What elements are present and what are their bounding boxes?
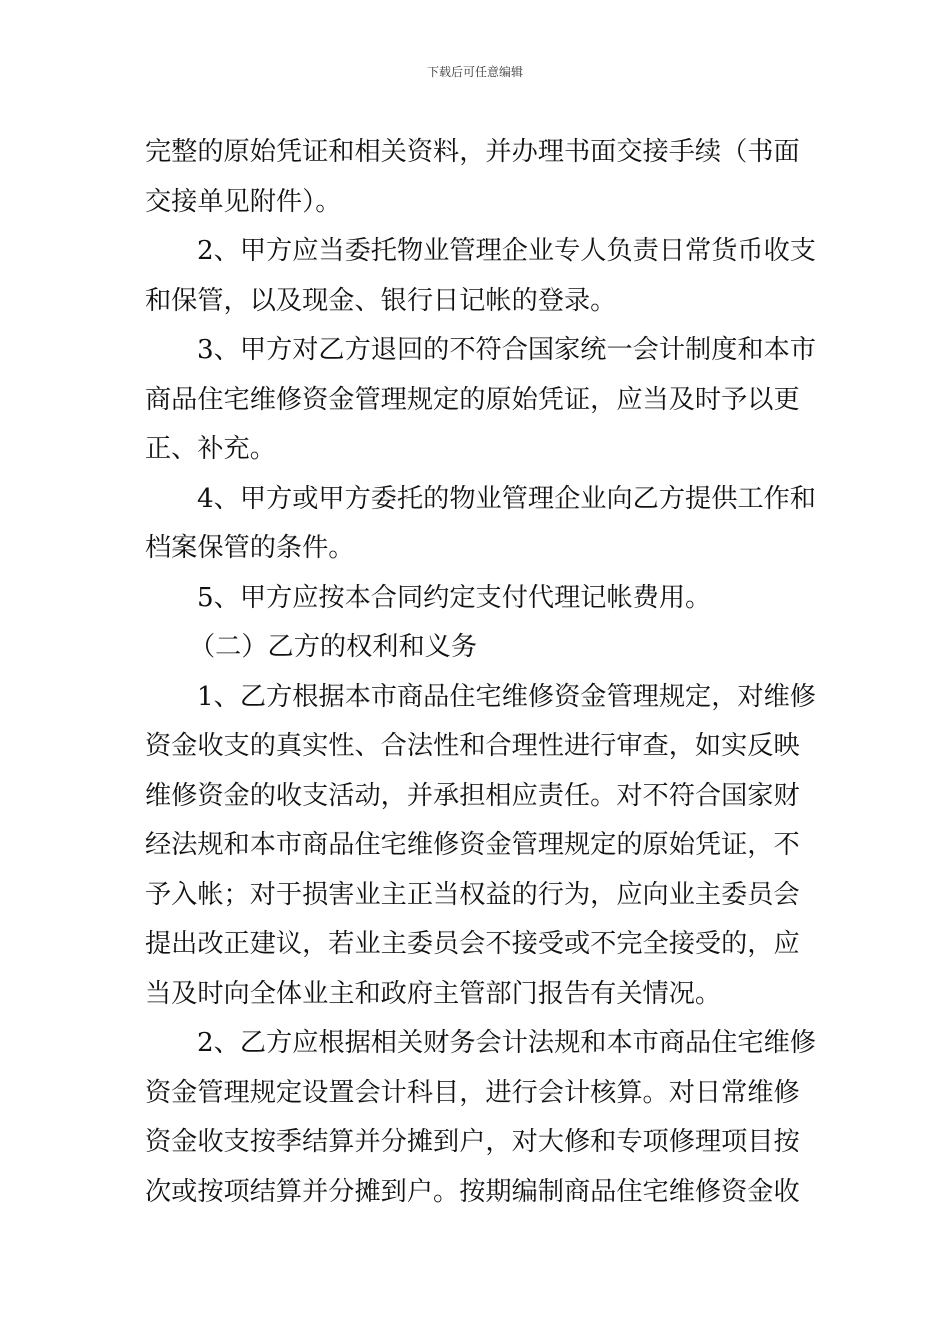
text-line: 和保管，以及现金、银行日记帐的登录。	[145, 285, 617, 316]
text-line: 正、补充。	[145, 434, 276, 464]
text-line: 2、甲方应当委托物业管理企业专人负责日常货币收支	[197, 236, 816, 266]
text-line: 5、甲方应按本合同约定支付代理记帐费用。	[197, 582, 712, 613]
text-line: 资金收支按季结算并分摊到户，对大修和专项修理项目按	[145, 1127, 800, 1157]
text-line: 经法规和本市商品住宅维修资金管理规定的原始凭证，不	[145, 830, 800, 860]
text-line: 资金收支的真实性、合法性和合理性进行审查，如实反映	[145, 731, 800, 761]
text-line: 予入帐；对于损害业主正当权益的行为，应向业主委员会	[145, 879, 800, 910]
text-line: 档案保管的条件。	[145, 533, 355, 563]
text-line: 资金管理规定设置会计科目，进行会计核算。对日常维修	[145, 1077, 800, 1108]
text-line: 1、乙方根据本市商品住宅维修资金管理规定，对维修	[197, 681, 816, 712]
text-line: 次或按项结算并分摊到户。按期编制商品住宅维修资金收	[145, 1176, 800, 1207]
page-header: 下载后可任意编辑	[426, 65, 523, 79]
document-body	[145, 128, 816, 1217]
text-line: 当及时向全体业主和政府主管部门报告有关情况。	[145, 978, 722, 1009]
text-line: 商品住宅维修资金管理规定的原始凭证，应当及时予以更	[145, 384, 800, 415]
text-line: 4、甲方或甲方委托的物业管理企业向乙方提供工作和	[197, 483, 816, 514]
text-line: （二）乙方的权利和义务	[189, 632, 478, 662]
text-line: 完整的原始凭证和相关资料，并办理书面交接手续（书面	[145, 137, 800, 167]
text-line: 3、甲方对乙方退回的不符合国家统一会计制度和本市	[197, 335, 816, 365]
text-line: 交接单见附件）。	[145, 186, 342, 217]
text-line: 维修资金的收支活动，并承担相应责任。对不符合国家财	[145, 780, 800, 811]
text-line: 提出改正建议，若业主委员会不接受或不完全接受的，应	[145, 929, 800, 959]
text-line: 2、乙方应根据相关财务会计法规和本市商品住宅维修	[197, 1028, 816, 1058]
